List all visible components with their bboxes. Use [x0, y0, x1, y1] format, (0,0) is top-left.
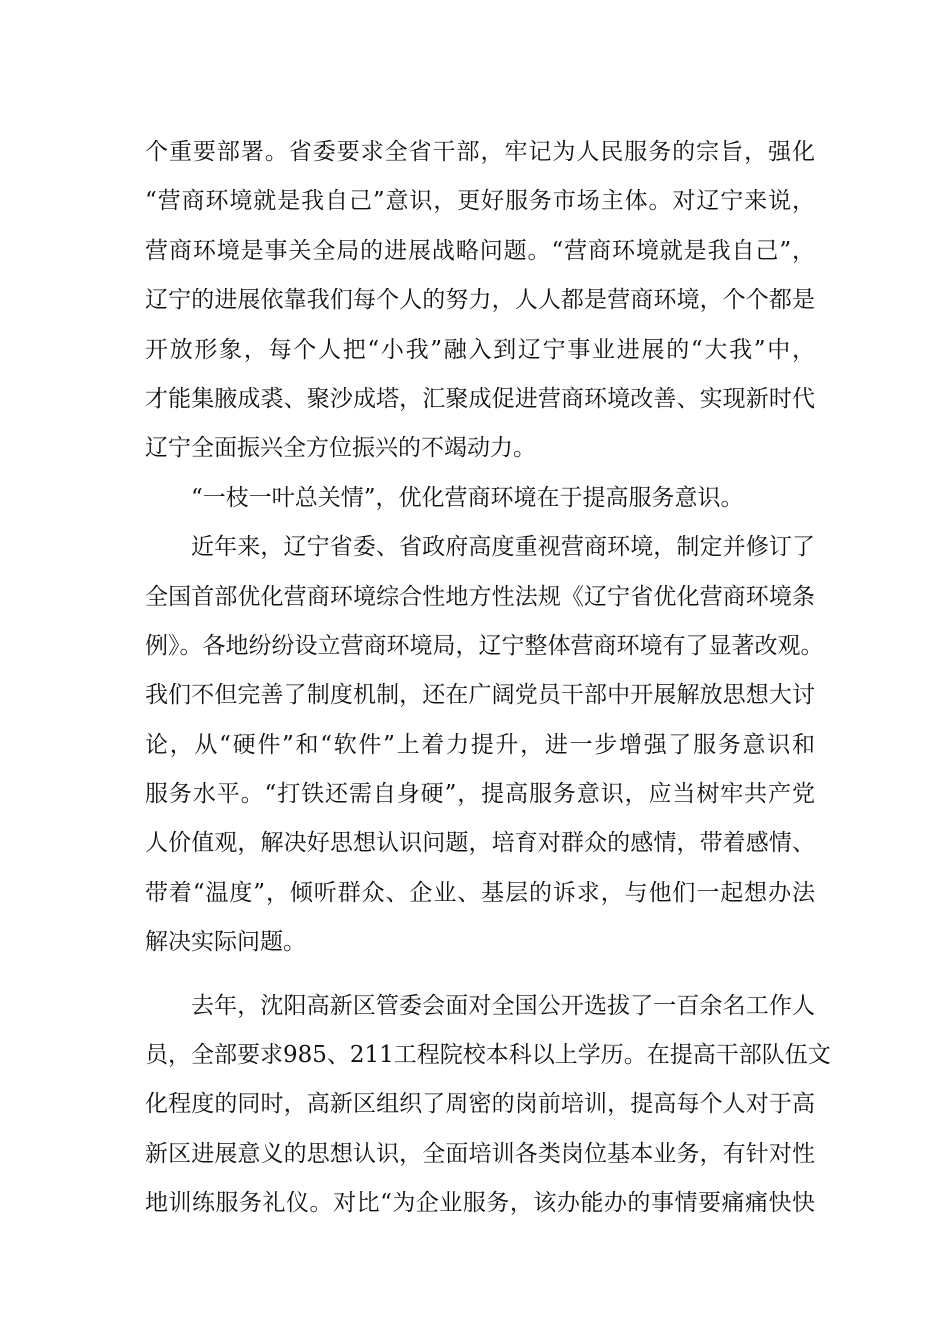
paragraph — [145, 474, 815, 523]
paragraph — [145, 128, 815, 474]
text-line: 开放形象，每个人把“小我”融入到辽宁事业进展的“大我”中， — [145, 336, 815, 363]
text-line: 近年来，辽宁省委、省政府高度重视营商环境，制定并修订了 — [191, 534, 815, 561]
text-line: 人价值观，解决好思想认识问题，培育对群众的感情，带着感情、 — [145, 830, 815, 857]
text-line: 个重要部署。省委要求全省干部，牢记为人民服务的宗旨，强化 — [145, 139, 815, 165]
text-line: 辽宁的进展依靠我们每个人的努力，人人都是营商环境，个个都是 — [145, 287, 815, 314]
paragraph-spacer — [145, 968, 815, 982]
text-line: 地训练服务礼仪。对比“为企业服务，该办能办的事情要痛痛快快 — [145, 1190, 815, 1217]
text-line: 新区进展意义的思想认识，全面培训各类岗位基本业务，有针对性 — [145, 1140, 815, 1167]
text-line: 去年，沈阳高新区管委会面对全国公开选拔了一百余名工作人 — [191, 992, 815, 1019]
text-line: 营商环境是事关全局的进展战略问题。“营商环境就是我自己”， — [145, 237, 815, 264]
text-line: 化程度的同时，高新区组织了周密的岗前培训，提高每个人对于高 — [145, 1091, 815, 1118]
text-line: 辽宁全面振兴全方位振兴的不竭动力。 — [145, 435, 536, 462]
text-line: 服务水平。“打铁还需自身硬”，提高服务意识，应当树牢共产党 — [145, 781, 815, 808]
text-line: 带着“温度”，倾听群众、企业、基层的诉求，与他们一起想办法 — [145, 879, 815, 906]
text-line: 解决实际问题。 — [145, 929, 306, 956]
text-line: 例》。各地纷纷设立营商环境局，辽宁整体营商环境有了显著改观。 — [145, 632, 824, 659]
text-line: 我们不但完善了制度机制，还在广阔党员干部中开展解放思想大讨 — [145, 682, 815, 709]
text-line: “营商环境就是我自己”意识，更好服务市场主体。对辽宁来说， — [145, 188, 815, 215]
text-line: 才能集腋成裘、聚沙成塔，汇聚成促进营商环境改善、实现新时代 — [145, 385, 815, 412]
paragraph — [145, 982, 831, 1229]
paragraph — [145, 523, 824, 968]
document-body — [145, 128, 831, 1229]
text-line: 员，全部要求985、211工程院校本科以上学历。在提高干部队伍文 — [145, 1042, 831, 1069]
text-line: 论，从“硬件”和“软件”上着力提升，进一步增强了服务意识和 — [145, 731, 815, 758]
text-line: “一枝一叶总关情”，优化营商环境在于提高服务意识。 — [191, 484, 744, 511]
text-line: 全国首部优化营商环境综合性地方性法规《辽宁省优化营商环境条 — [145, 583, 815, 610]
